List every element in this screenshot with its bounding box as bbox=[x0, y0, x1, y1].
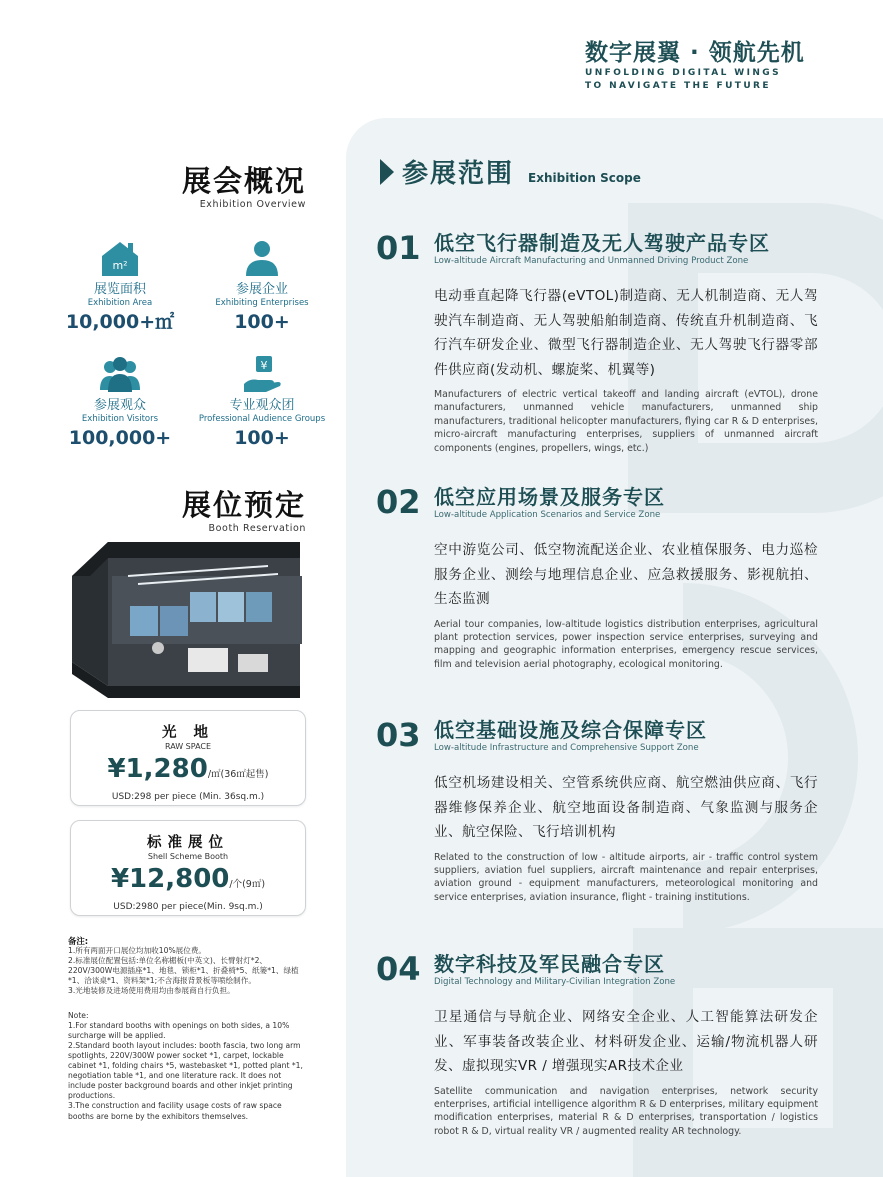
zone-body bbox=[434, 771, 818, 904]
shell-scheme-title: 标准展位 bbox=[147, 835, 229, 851]
brand-title: 数字展翼 · 领航先机 bbox=[585, 40, 805, 66]
brand-header bbox=[585, 34, 815, 93]
zone-body bbox=[434, 1005, 818, 1138]
raw-space-usd: USD:298 per piece (Min. 36sq.m.) bbox=[111, 792, 265, 802]
raw-space-subtitle: RAW SPACE bbox=[164, 742, 212, 751]
stat-exhibition-visitors bbox=[56, 354, 184, 451]
note-en-1: 1.For standard booths with openings on both sides, a 10% surcharge will be applied. bbox=[68, 1020, 290, 1040]
notes-title-en: Note: bbox=[68, 1010, 89, 1020]
brand-subtitle-line1: UNFOLDING DIGITAL WINGS bbox=[585, 68, 781, 78]
stat-label-cn: 参展企业 bbox=[235, 282, 288, 297]
stat-label-cn: 展览面积 bbox=[93, 282, 146, 297]
zone-title-cn: 低空飞行器制造及无人驾驶产品专区 bbox=[434, 231, 770, 255]
shell-scheme-subtitle: Shell Scheme Booth bbox=[147, 852, 229, 861]
raw-space-price-line bbox=[71, 752, 305, 792]
stat-label-cn: 参展观众 bbox=[93, 398, 146, 413]
raw-space-unit: /㎡(36㎡起售) bbox=[207, 769, 269, 780]
stat-value: 100,000+ bbox=[68, 427, 172, 449]
stat-exhibiting-enterprises bbox=[198, 238, 326, 335]
shell-scheme-price-line bbox=[71, 862, 305, 902]
note-cn-1: 1.所有两面开口展位均加收10%展位费。 bbox=[68, 946, 207, 956]
stat-exhibition-area bbox=[56, 238, 184, 335]
zone-body-cn: 卫星通信与导航企业、网络安全企业、人工智能算法研发企业、军事装备改装企业、材料研发企业、运输/物流机器人研发、虚拟现实VR / 增强现实AR技术企业 bbox=[434, 1009, 818, 1074]
stat-value: 10,000+㎡ bbox=[65, 311, 175, 333]
note-en-3: 3.The construction and facility usage costs of raw space booths are borne by the exhibitors themselves. bbox=[68, 1101, 282, 1121]
shell-scheme-price: ¥12,800 bbox=[110, 864, 230, 894]
zone-body-en: Aerial tour companies, low-altitude logistics distribution enterprises, agricultural plant protection services, power inspection service enterprises, surveying and mapping and geographic information enterprises, emergency rescue services, film and television aerial photography, ecological monitoring. bbox=[434, 618, 818, 670]
booth-photo bbox=[68, 536, 306, 702]
notes bbox=[68, 936, 308, 1122]
house-m2-icon bbox=[98, 238, 142, 278]
zone-body bbox=[434, 284, 818, 455]
zone-body-cn: 空中游览公司、低空物流配送企业、农业植保服务、电力巡检服务企业、测绘与地理信息企业、应急救援服务、影视航拍、生态监测 bbox=[434, 542, 818, 607]
raw-space-price: ¥1,280 bbox=[107, 754, 208, 784]
stat-label-en: Exhibiting Enterprises bbox=[215, 298, 309, 308]
shell-scheme-usd: USD:2980 per piece(Min. 9sq.m.) bbox=[113, 902, 263, 912]
note-cn-3: 3.光地装修及进场使用费用均由参展商自行负担。 bbox=[68, 986, 235, 996]
zone-number: 03 bbox=[376, 716, 421, 754]
zone-title-en: Low-altitude Aircraft Manufacturing and Unmanned Driving Product Zone bbox=[434, 256, 749, 266]
yen-hand-icon bbox=[240, 354, 284, 394]
svg-text:m²: m² bbox=[112, 259, 128, 272]
zone-title-en: Digital Technology and Military-Civilian Integration Zone bbox=[434, 977, 676, 987]
zone-03 bbox=[376, 717, 818, 917]
zone-title bbox=[434, 717, 707, 753]
booth-title: 展位预定 bbox=[181, 488, 306, 522]
scope-subtitle: Exhibition Scope bbox=[528, 171, 641, 185]
stat-value: 100+ bbox=[234, 427, 290, 449]
booth-heading bbox=[0, 487, 306, 534]
stat-value: 100+ bbox=[234, 311, 290, 333]
raw-space-title: 光 地 bbox=[161, 725, 215, 741]
booth-subtitle: Booth Reservation bbox=[208, 523, 306, 534]
zone-body bbox=[434, 538, 818, 671]
raw-space-card bbox=[70, 710, 306, 806]
zone-title bbox=[434, 230, 770, 266]
person-icon bbox=[240, 238, 284, 278]
overview-title: 展会概况 bbox=[181, 164, 306, 198]
zone-body-en: Manufacturers of electric vertical takeoff and landing aircraft (eVTOL), drone manufacturers, unmanned vehicle manufacturers, unmanned ship manufacturers, traditional helicopter manufacturers, flying car R & D enterprises, micro-aircraft manufacturing enterprises, suppliers of unmanned aircraft components (engines, propellers, wings, etc.) bbox=[434, 389, 818, 454]
stat-label-cn: 专业观众团 bbox=[229, 398, 295, 413]
shell-scheme-unit: /个(9㎡) bbox=[229, 879, 266, 890]
zone-title-cn: 数字科技及军民融合专区 bbox=[434, 952, 665, 976]
stat-label-en: Exhibition Visitors bbox=[81, 414, 159, 424]
zone-title-cn: 低空基础设施及综合保障专区 bbox=[434, 718, 707, 742]
note-cn-2: 2.标准展位配置包括:单位名称楣板(中英文)、长臂射灯*2、220V/300W电源插座*1、地毯、锁柜*1、折叠椅*5、纸篓*1、绿植*1、洽谈桌*1、资料架*1;不含海报背景板等喷绘制作。 bbox=[68, 956, 299, 986]
zone-number: 04 bbox=[376, 950, 421, 988]
group-icon bbox=[98, 354, 142, 394]
zone-title-en: Low-altitude Infrastructure and Comprehensive Support Zone bbox=[434, 743, 699, 753]
zone-02 bbox=[376, 484, 818, 674]
zone-title-cn: 低空应用场景及服务专区 bbox=[434, 485, 665, 509]
zone-body-en: Satellite communication and navigation enterprises, network security enterprises, artificial intelligence algorithm R & D enterprises, military equipment modification enterprises, material R & D enterprises, transportation / logistics robot R & D, virtual reality VR / augmented reality AR technology. bbox=[434, 1085, 818, 1137]
stat-label-en: Exhibition Area bbox=[87, 298, 153, 308]
zone-01 bbox=[376, 230, 818, 460]
notes-title-cn: 备注: bbox=[68, 936, 89, 946]
zone-body-cn: 低空机场建设相关、空管系统供应商、航空燃油供应商、飞行器维修保养企业、航空地面设备制造商、气象监测与服务企业、航空保险、飞行培训机构 bbox=[434, 775, 818, 840]
svg-text:¥: ¥ bbox=[260, 359, 268, 372]
zone-04 bbox=[376, 951, 818, 1151]
scope-heading bbox=[380, 153, 641, 190]
overview-subtitle: Exhibition Overview bbox=[199, 199, 306, 210]
shell-scheme-card bbox=[70, 820, 306, 916]
stat-label-en: Professional Audience Groups bbox=[198, 414, 326, 424]
zone-title bbox=[434, 951, 675, 987]
zone-body-en: Related to the construction of low - altitude airports, air - traffic control system suppliers, aviation fuel suppliers, aircraft maintenance and repair enterprises, aviation ground - equipment manufacturers, meteorological monitoring and service enterprises, aviation insurance, flight - training institutions. bbox=[434, 851, 818, 903]
play-arrow-icon bbox=[380, 159, 394, 185]
note-en-2: 2.Standard booth layout includes: booth fascia, two long arm spotlights, 220V/300W power socket *1, carpet, lockable cabinet *1, folding chairs *5, wastebasket *1, potted plant *1, negotiation table *1, and one literature rack. It does not include poster background boards and other inkjet printing productions. bbox=[68, 1040, 303, 1101]
scope-title: 参展范围 bbox=[402, 159, 515, 189]
zone-number: 01 bbox=[376, 229, 421, 267]
zone-title bbox=[434, 484, 665, 520]
overview-heading bbox=[0, 163, 306, 210]
zone-number: 02 bbox=[376, 483, 421, 521]
zone-body-cn: 电动垂直起降飞行器(eVTOL)制造商、无人机制造商、无人驾驶汽车制造商、无人驾驶船舶制造商、传统直升机制造商、飞行汽车研发企业、微型飞行器制造企业、无人驾驶飞行器零部件供应商(发动机、螺旋桨、机翼等) bbox=[434, 288, 818, 378]
brand-subtitle-line2: TO NAVIGATE THE FUTURE bbox=[585, 81, 771, 91]
zone-title-en: Low-altitude Application Scenarios and Service Zone bbox=[434, 510, 661, 520]
stat-audience-groups bbox=[198, 354, 326, 451]
